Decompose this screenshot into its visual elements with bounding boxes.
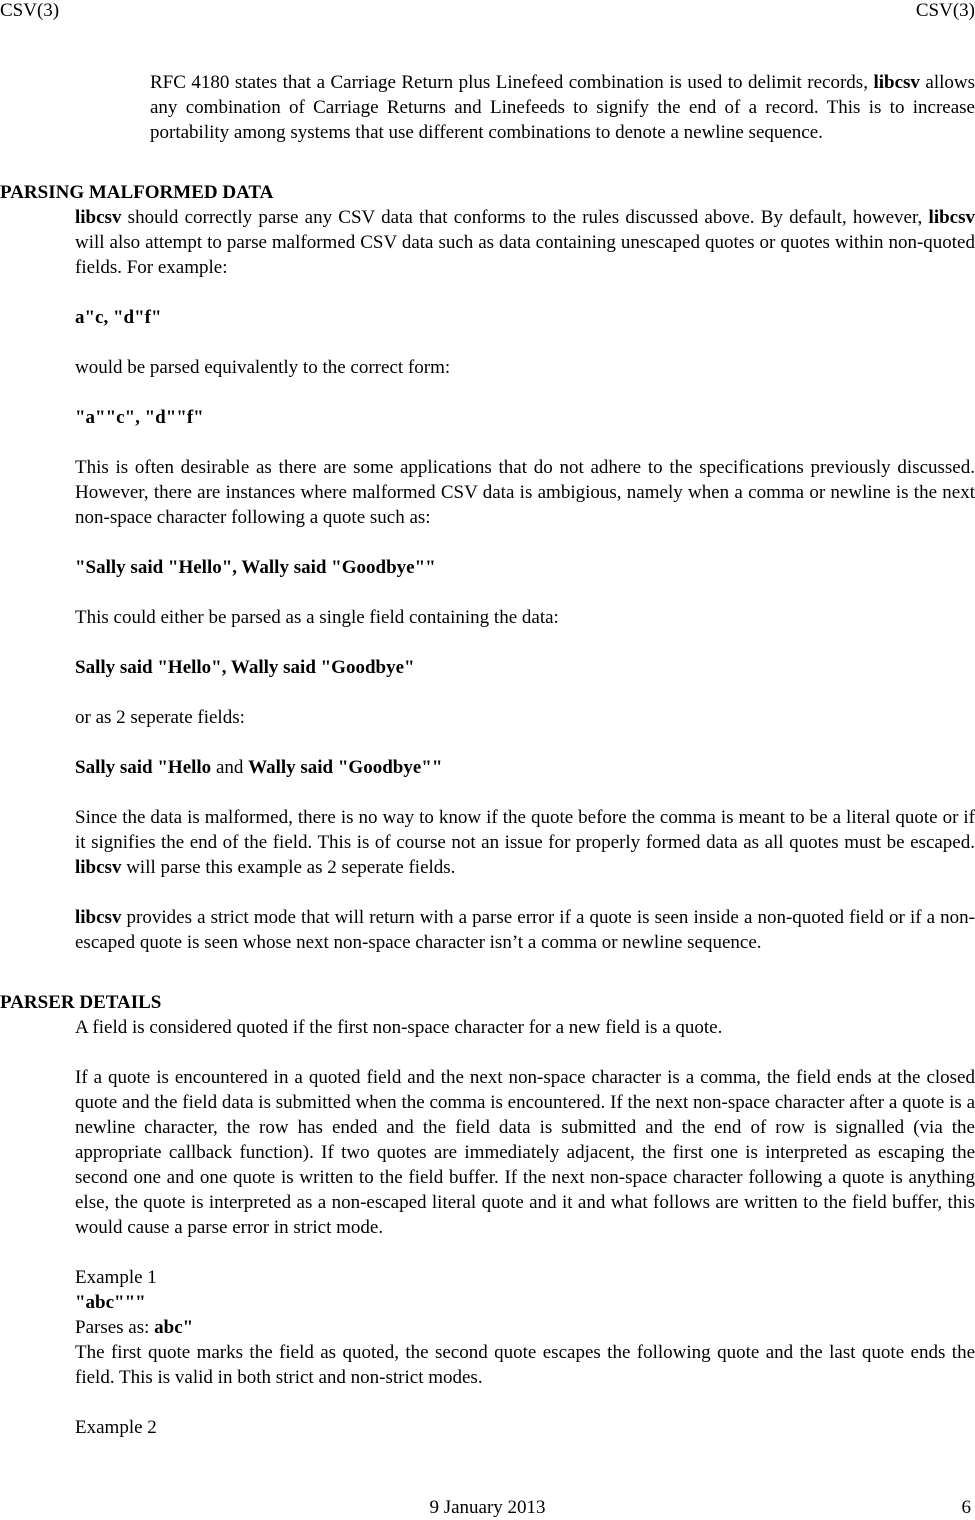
ex5-field-b: Wally said "Goodbye"" [248, 757, 443, 778]
example2-label: Example 2 [75, 1417, 157, 1438]
example1-parses-value: abc" [154, 1317, 194, 1338]
p7-text: provides a strict mode that will return with a parse error if a quote is seen inside a non-quoted field or if a non-escaped quote is seen whose next non-space character isn’t a comma or newline sequence. [75, 907, 975, 953]
malformed-paragraph-3: This is often desirable as there are some applications that do not adhere to the specifications previously discussed. However, there are instances where malformed CSV data is ambigious, namely when a comma or newline is the next non-space character following a quote such as: [75, 457, 975, 528]
intro-text-a: RFC 4180 states that a Carriage Return plus Linefeed combination is used to delimit records, [150, 72, 868, 93]
p1-libcsv-1: libcsv [75, 207, 122, 228]
malformed-paragraph-5: or as 2 seperate fields: [75, 707, 245, 728]
p7-libcsv: libcsv [75, 907, 122, 928]
section-title-parsing-malformed-data: PARSING MALFORMED DATA [0, 182, 274, 203]
example-correct-form: "a""c", "d""f" [75, 407, 204, 428]
p1-libcsv-2: libcsv [928, 207, 975, 228]
malformed-paragraph-4: This could either be parsed as a single field containing the data: [75, 607, 559, 628]
example-sally-two-fields [75, 755, 442, 780]
details-paragraph-1: A field is considered quoted if the first non-space character for a new field is a quote. [75, 1017, 723, 1038]
malformed-paragraph-7 [75, 905, 975, 955]
example-sally-single-field: Sally said "Hello", Wally said "Goodbye" [75, 657, 415, 678]
malformed-paragraph-1 [75, 205, 975, 280]
example-sally-raw: "Sally said "Hello", Wally said "Goodbye"" [75, 557, 436, 578]
p6-text-2: will parse this example as 2 seperate fields. [121, 857, 456, 878]
section-title-parser-details: PARSER DETAILS [0, 992, 162, 1013]
footer-date: 9 January 2013 [429, 1497, 546, 1518]
intro-text-b: allows any combination of Carriage Returns and Linefeeds to signify the end of a record. This is to increase portability among systems that use different combinations to denote a newline sequence. [150, 72, 975, 143]
example1-label: Example 1 [75, 1267, 157, 1288]
malformed-paragraph-2: would be parsed equivalently to the correct form: [75, 357, 451, 378]
example1-description: The first quote marks the field as quoted, the second quote escapes the following quote and the last quote ends the field. This is valid in both strict and non-strict modes. [75, 1342, 975, 1388]
intro-paragraph [150, 70, 975, 145]
example1-parses-label: Parses as: [75, 1317, 155, 1338]
example1-parses [75, 1315, 193, 1340]
intro-libcsv: libcsv [873, 72, 920, 93]
p1-text-2: will also attempt to parse malformed CSV data such as data containing unescaped quotes or quotes within non-quoted fields. For example: [75, 232, 975, 278]
footer-page-number: 6 [961, 1497, 971, 1518]
details-paragraph-2: If a quote is encountered in a quoted field and the next non-space character is a comma, the field ends at the closed quote and the field data is submitted when the comma is encountered. If the next non-space character after a quote is a newline character, the row has ended and the field data is submitted and the end of row is signalled (via the appropriate callback function). If two quotes are immediately adjacent, the first one is interpreted as escaping the second one and one quote is written to the field buffer. If the next non-space character following a quote is anything else, the quote is interpreted as a non-escaped literal quote and it and what follows are written to the field buffer, this would cause a parse error in strict mode. [75, 1067, 975, 1238]
malformed-paragraph-6 [75, 805, 975, 880]
example1-input: "abc""" [75, 1292, 146, 1313]
ex5-and: and [211, 757, 249, 778]
header-left-title: CSV(3) [0, 0, 60, 21]
header-right-title: CSV(3) [915, 0, 975, 21]
ex5-field-a: Sally said "Hello [75, 757, 212, 778]
p6-text-1: Since the data is malformed, there is no way to know if the quote before the comma is meant to be a literal quote or if it signifies the end of the field. This is of course not an issue for properly formed data as all quotes must be escaped. [75, 807, 975, 853]
p6-libcsv: libcsv [75, 857, 122, 878]
p1-text-1: should correctly parse any CSV data that conforms to the rules discussed above. By default, however, [121, 207, 929, 228]
example-malformed: a"c, "d"f" [75, 307, 162, 328]
